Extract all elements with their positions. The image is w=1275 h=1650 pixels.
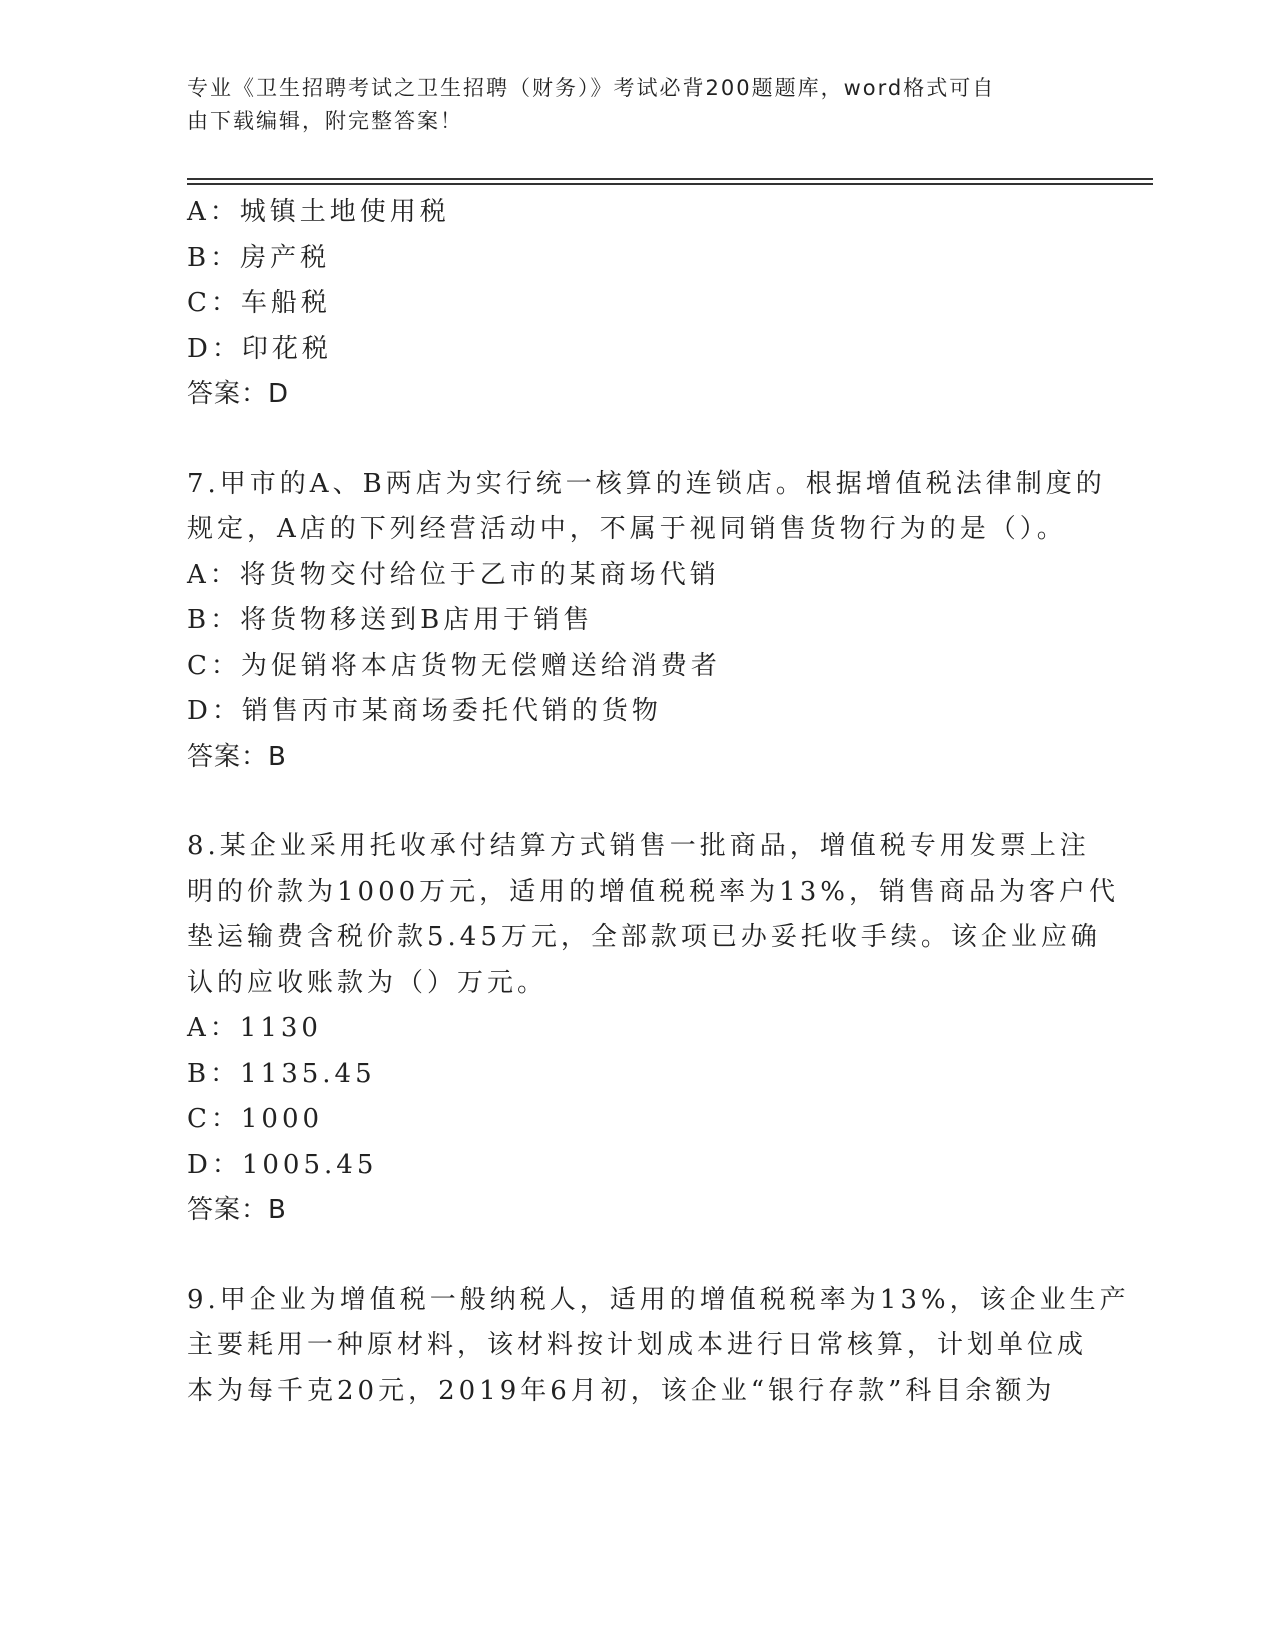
answer-line: 答案：D (187, 379, 290, 409)
header-line-1: 专业《卫生招聘考试之卫生招聘（财务）》考试必背200题题库，word格式可自 (187, 76, 996, 100)
option-d: D：印花税 (187, 333, 332, 364)
question-stem-line: 明的价款为1000万元，适用的增值税税率为13%，销售商品为客户代 (187, 876, 1119, 907)
question-6 (187, 190, 1087, 418)
spacer (187, 1234, 1087, 1278)
question-stem-line: 规定，A店的下列经营活动中，不属于视同销售货物行为的是（）。 (187, 514, 1067, 544)
option-c: C：为促销将本店货物无偿赠送给消费者 (187, 650, 721, 681)
option-d: D：1005.45 (187, 1149, 378, 1180)
option-d: D：销售丙市某商场委托代销的货物 (187, 696, 662, 726)
answer-line: 答案：B (187, 741, 287, 772)
header-divider-top (187, 178, 1153, 180)
question-stem-line: 本为每千克20元，2019年6月初，该企业“银行存款”科目余额为 (187, 1375, 1056, 1406)
option-a: A：1130 (187, 1013, 322, 1043)
option-c: C：车船税 (187, 288, 331, 318)
question-8 (187, 824, 1119, 1234)
document-body (187, 190, 1130, 1414)
question-stem-line: 9.甲企业为增值税一般纳税人，适用的增值税税率为13%，该企业生产 (187, 1284, 1130, 1315)
header-divider-bottom (187, 183, 1153, 185)
question-stem-line: 7.甲市的A、B两店为实行统一核算的连锁店。根据增值税法律制度的 (187, 468, 1106, 499)
question-stem-line: 垫运输费含税价款5.45万元，全部款项已办妥托收手续。该企业应确 (187, 922, 1101, 952)
header-line-2: 由下载编辑，附完整答案！ (187, 109, 463, 133)
option-a: A：将货物交付给位于乙市的某商场代销 (187, 559, 720, 590)
option-c: C：1000 (187, 1104, 324, 1134)
option-a: A：城镇土地使用税 (187, 197, 450, 227)
question-9 (187, 1278, 1130, 1415)
question-stem-line: 认的应收账款为（）万元。 (187, 967, 548, 998)
spacer (187, 418, 1087, 462)
spacer (187, 780, 1087, 824)
question-stem-line: 8.某企业采用托收承付结算方式销售一批商品，增值税专用发票上注 (187, 831, 1090, 861)
question-7 (187, 462, 1106, 781)
answer-line: 答案：B (187, 1195, 287, 1225)
option-b: B：房产税 (187, 242, 331, 273)
page-header (187, 72, 1067, 138)
option-b: B：1135.45 (187, 1058, 376, 1089)
option-b: B：将货物移送到B店用于销售 (187, 605, 594, 635)
question-stem-line: 主要耗用一种原材料，该材料按计划成本进行日常核算，计划单位成 (187, 1330, 1088, 1360)
